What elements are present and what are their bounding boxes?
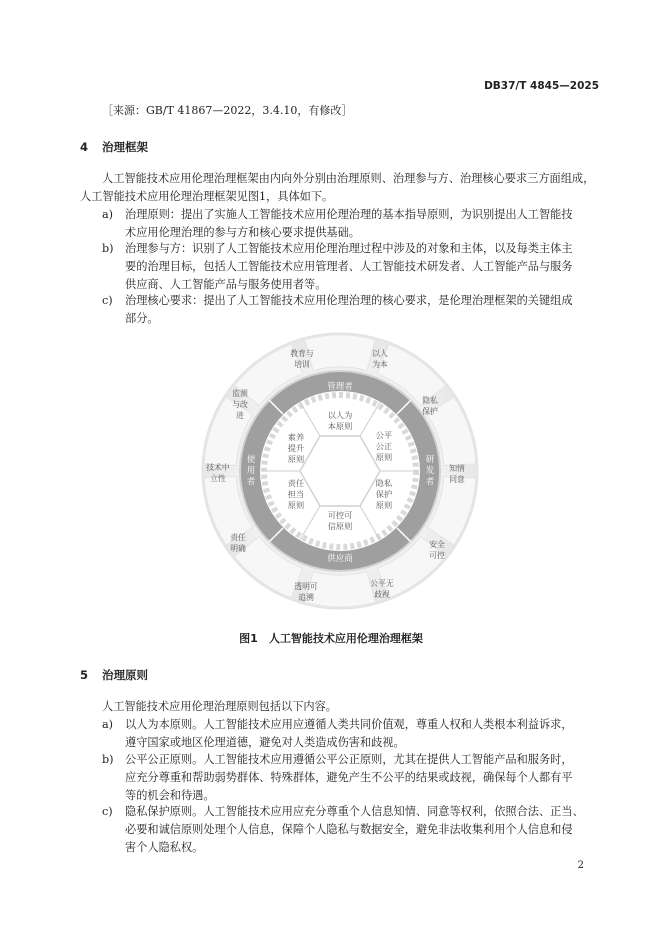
participant-manager: 管理者: [327, 382, 353, 392]
item-line: 治理参与方：识别了人工智能技术应用伦理治理过程中涉及的对象和主体，以及每类主体主: [125, 242, 573, 255]
item-line: 术应用伦理治理的参与方和核心要求提供基础。: [125, 226, 360, 239]
page-number: 2: [577, 860, 584, 871]
item-line: 等的机会和待遇。: [125, 789, 215, 802]
item-line: 治理原则：提出了实施人工智能技术应用伦理治理的基本指导原则，为识别提出人工智能技: [125, 208, 573, 221]
participant-developer: 研发者: [425, 455, 435, 487]
section-4-number: 4: [80, 140, 89, 154]
principle-privacy: 隐私保护原则: [375, 478, 393, 510]
req-clear-responsibility: 责任明确: [230, 533, 246, 553]
document-id: DB37/T 4845—2025: [484, 80, 599, 92]
section-5-heading: [80, 667, 148, 683]
req-non-discrimination: 公平无歧视: [370, 579, 394, 599]
req-informed-consent: 知情同意: [449, 464, 465, 484]
principle-controllable: 可控可信原则: [327, 510, 353, 531]
item-label: c): [102, 805, 113, 818]
req-traceable: 透明可追溯: [294, 582, 318, 602]
item-line: 公平公正原则。人工智能技术应用遵循公平公正原则，尤其在提供人工智能产品和服务时，: [125, 753, 573, 766]
req-safe-controllable: 安全可控: [429, 540, 445, 560]
item-line: 治理核心要求：提出了人工智能技术应用伦理治理的核心要求，是伦理治理框架的关键组成: [125, 294, 573, 307]
item-line: 隐私保护原则。人工智能技术应用应充分尊重个人信息知情、同意等权利，依照合法、正当、: [125, 805, 584, 818]
item-label: b): [102, 242, 114, 255]
req-privacy: 隐私保护: [422, 396, 438, 416]
participant-user: 使用者: [246, 455, 256, 487]
item-line: 必要和诚信原则处理个人信息，保障个人隐私与数据安全，避免非法收集利用个人信息和侵: [125, 823, 573, 836]
req-tech-neutrality: 技术中立性: [206, 463, 230, 483]
section-4-intro-line1: 人工智能技术应用伦理治理框架由内向外分别由治理原则、治理参与方、治理核心要求三方面组成，: [102, 172, 595, 185]
req-monitoring: 监测与改进: [232, 389, 248, 420]
item-line: 害个人隐私权。: [125, 841, 204, 854]
item-label: b): [102, 753, 114, 766]
section-5-title: 治理原则: [102, 668, 148, 682]
source-note: ［来源：GB/T 41867—2022，3.4.10，有修改］: [102, 104, 353, 117]
section-4-title: 治理框架: [102, 140, 148, 154]
section-4-intro-line2: 人工智能技术应用伦理治理框架见图1，具体如下。: [80, 190, 334, 203]
item-line: 供应商、人工智能产品与服务使用者等。: [125, 278, 327, 291]
item-line: 要的治理目标，包括人工智能技术应用管理者、人工智能技术研发者、人工智能产品与服务: [125, 260, 573, 273]
item-line: 以人为本原则。人工智能技术应用应遵循人类共同价值观，尊重人权和人类根本利益诉求，: [125, 718, 573, 731]
section-5-intro: 人工智能技术应用伦理治理原则包括以下内容。: [102, 700, 337, 713]
item-line: 遵守国家或地区伦理道德，避免对人类造成伤害和歧视。: [125, 736, 405, 749]
item-label: a): [102, 208, 114, 221]
item-label: a): [102, 718, 114, 731]
figure-caption: 图1 人工智能技术应用伦理治理框架: [239, 632, 423, 645]
item-line: 部分。: [125, 312, 159, 325]
requirement-segment: [305, 335, 375, 371]
item-line: 应充分尊重和帮助弱势群体、特殊群体，避免产生不公平的结果或歧视，确保每个人都有平: [125, 771, 573, 784]
principle-fairness: 公平公正原则: [375, 430, 393, 462]
principle-people-first: 以人为本原则: [327, 410, 353, 431]
principle-responsibility: 责任担当原则: [287, 478, 305, 510]
participant-supplier: 供应商: [327, 554, 353, 564]
req-people-first: 以人为本: [372, 349, 388, 369]
section-5-number: 5: [80, 668, 89, 682]
principle-literacy: 素养提升原则: [287, 432, 305, 464]
item-label: c): [102, 294, 113, 307]
req-education: 教育与培训: [290, 349, 314, 369]
